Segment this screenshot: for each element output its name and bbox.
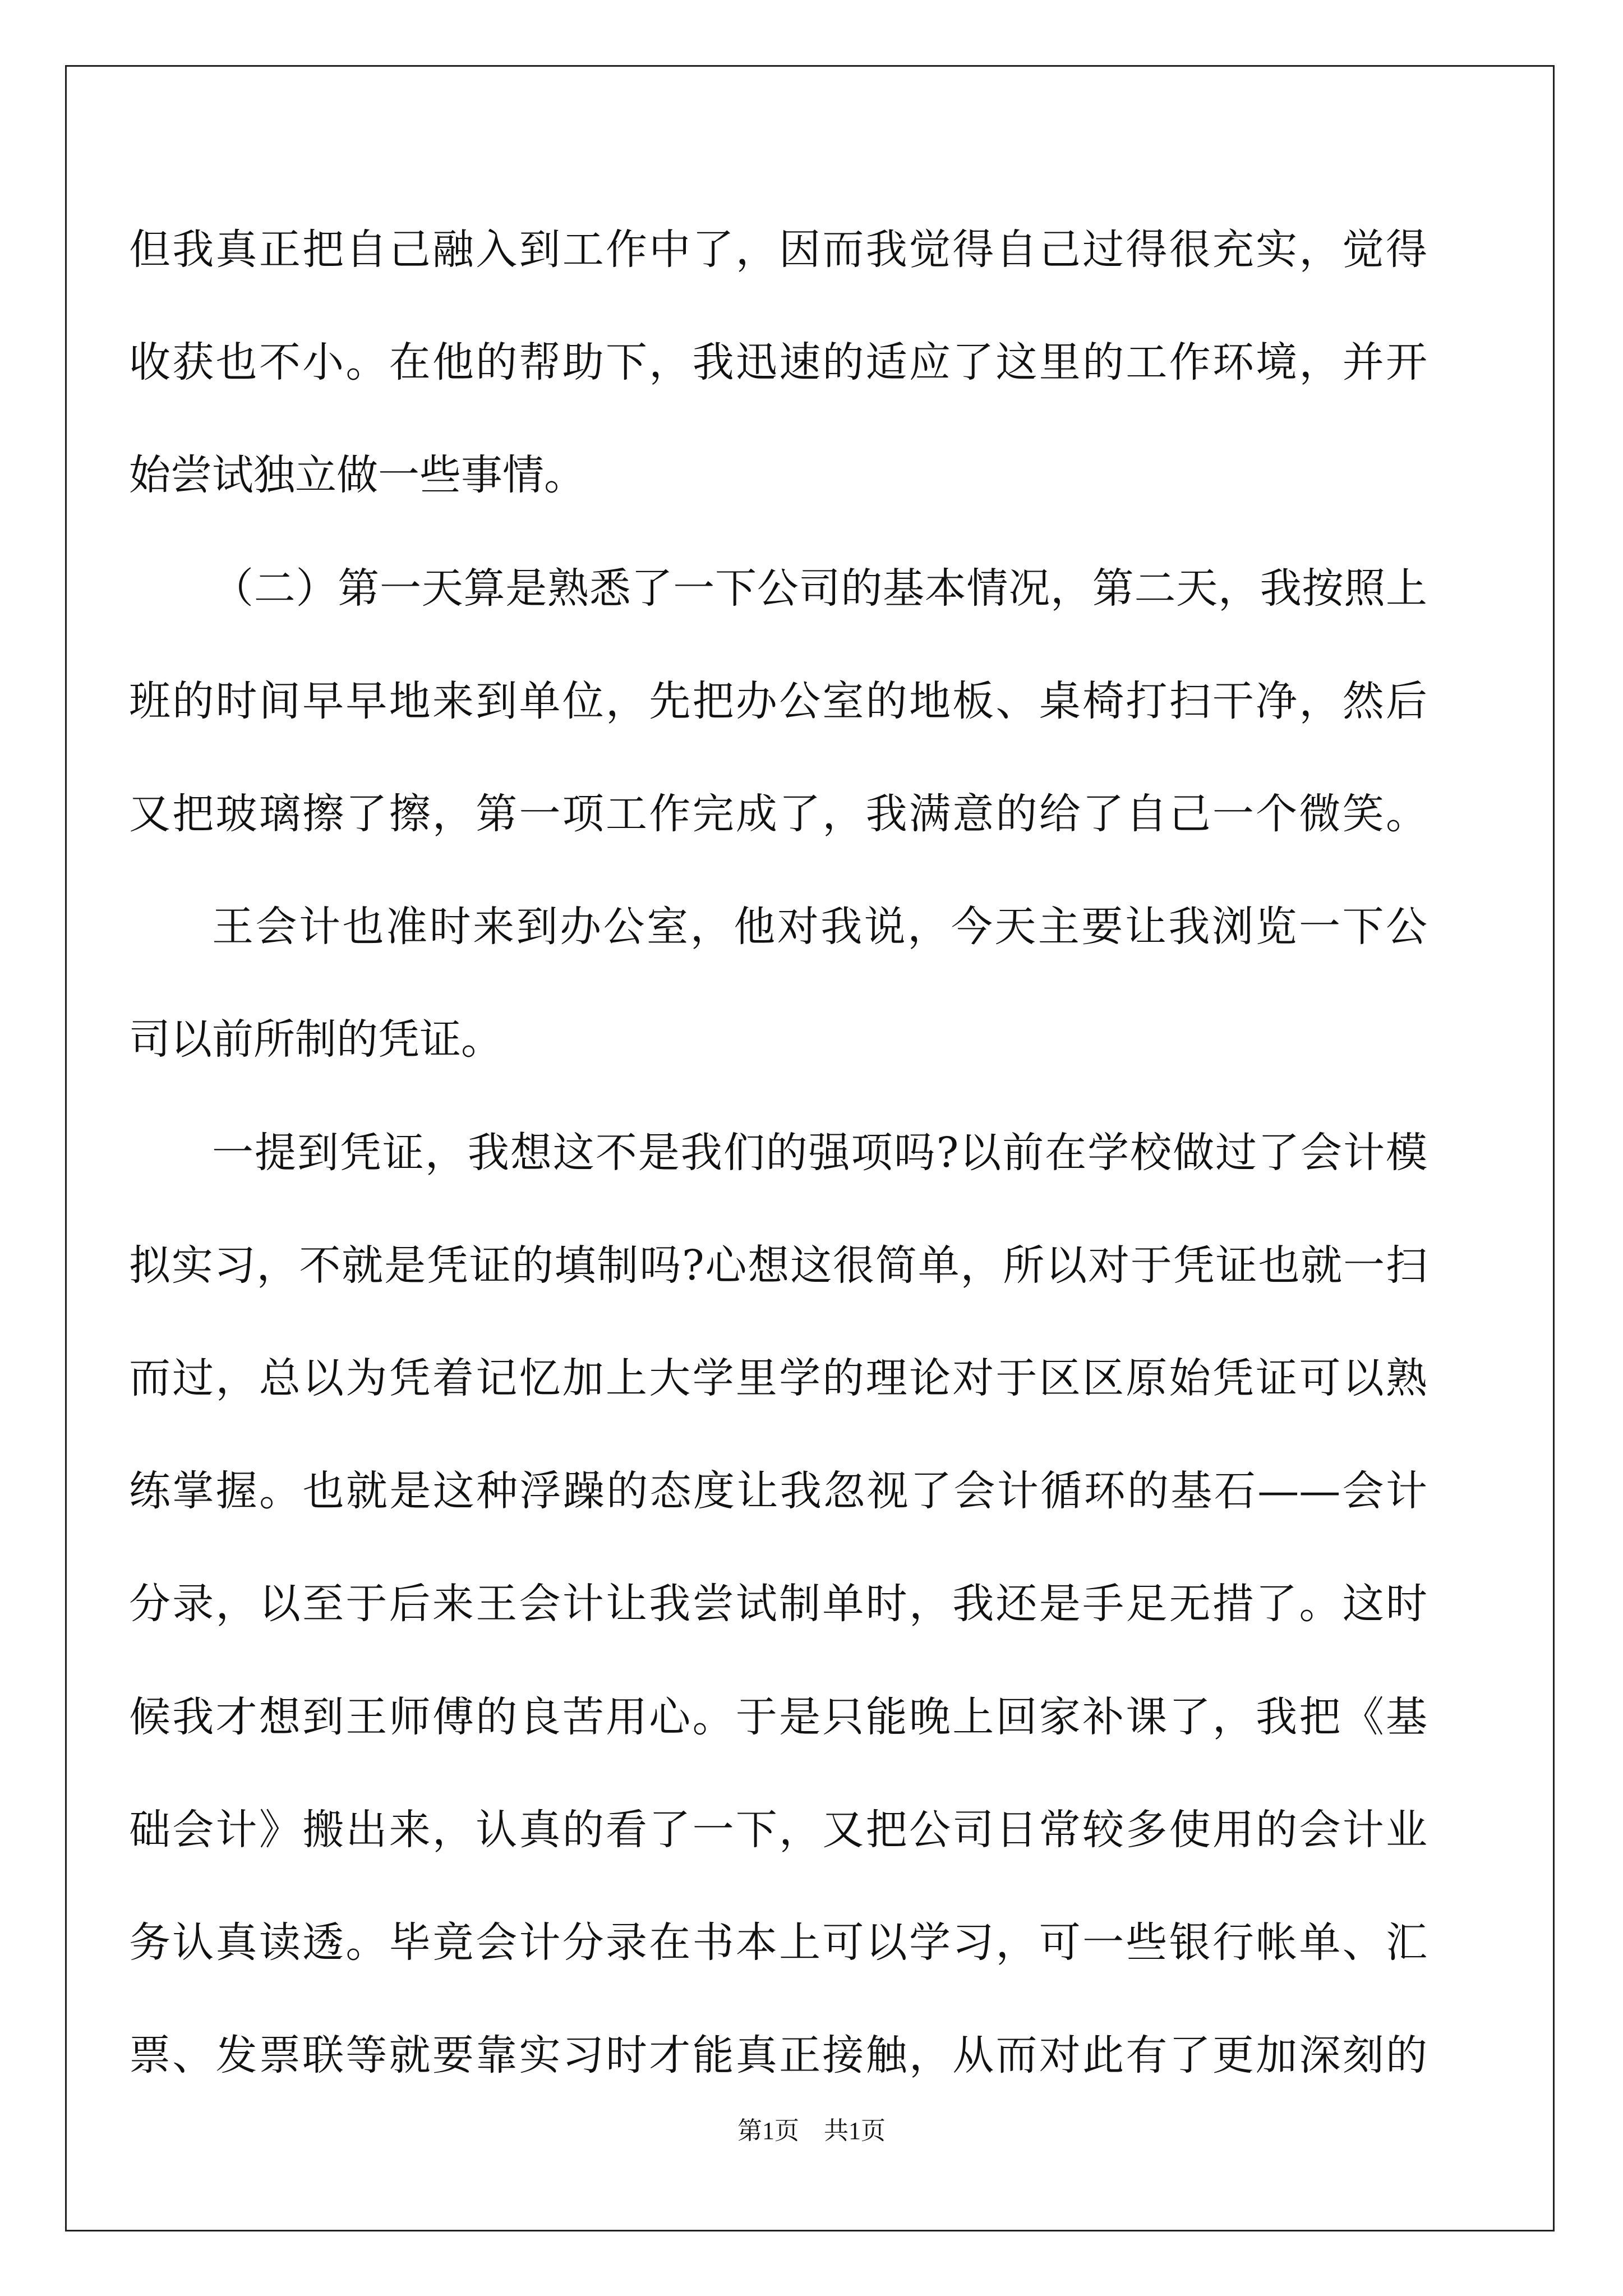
paragraph-line: （二）第一天算是熟悉了一下公司的基本情况，第二天，我按照上 [212,564,1427,613]
paragraph-line: 分录，以至于后来王会计让我尝试制单时，我还是手足无措了。这时 [129,1580,1427,1628]
paragraph-line: 班的时间早早地来到单位，先把办公室的地板、桌椅打扫干净，然后 [129,677,1427,725]
paragraph-line: 收获也不小。在他的帮助下，我迅速的适应了这里的工作环境，并开 [129,338,1427,386]
paragraph-line: 始尝试独立做一些事情。 [129,451,585,499]
paragraph-line: 而过，总以为凭着记忆加上大学里学的理论对于区区原始凭证可以熟 [129,1354,1427,1402]
paragraph-line: 务认真读透。毕竟会计分录在书本上可以学习，可一些银行帐单、汇 [129,1918,1427,1967]
paragraph-line: 王会计也准时来到办公室，他对我说，今天主要让我浏览一下公 [212,903,1427,951]
paragraph-line: 司以前所制的凭证。 [129,1015,502,1064]
paragraph-line: 练掌握。也就是这种浮躁的态度让我忽视了会计循环的基石——会计 [129,1467,1427,1515]
paragraph-line: 又把玻璃擦了擦，第一项工作完成了，我满意的给了自己一个微笑。 [129,790,1427,838]
paragraph-line: 票、发票联等就要靠实习时才能真正接触，从而对此有了更加深刻的 [129,2031,1427,2079]
paragraph-line: 一提到凭证，我想这不是我们的强项吗?以前在学校做过了会计模 [212,1129,1427,1177]
paragraph-line: 但我真正把自己融入到工作中了，因而我觉得自己过得很充实，觉得 [129,226,1427,274]
paragraph-line: 候我才想到王师傅的良苦用心。于是只能晚上回家补课了，我把《基 [129,1693,1427,1741]
paragraph-line: 拟实习，不就是凭证的填制吗?心想这很简单，所以对于凭证也就一扫 [129,1241,1427,1290]
page-number-footer: 第1页 共1页 [737,2117,886,2145]
paragraph-line: 础会计》搬出来，认真的看了一下，又把公司日常较多使用的会计业 [129,1806,1427,1854]
